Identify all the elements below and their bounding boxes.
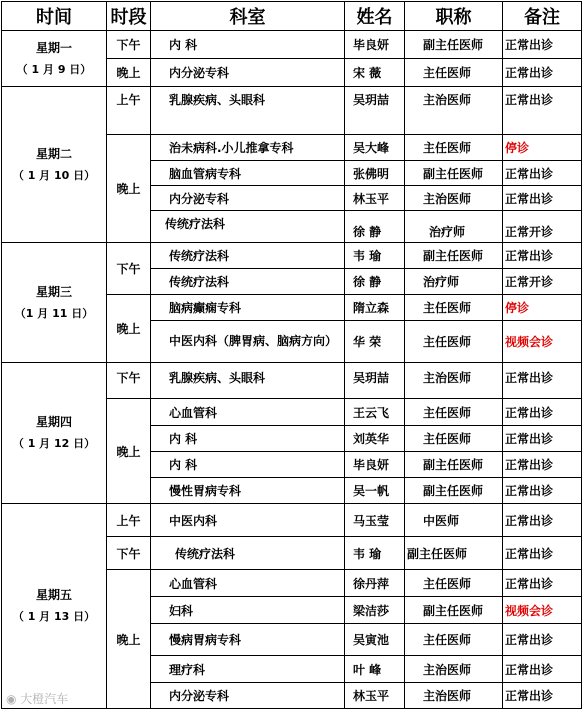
note-cell: 停诊 xyxy=(503,295,582,321)
name-cell: 林玉平 xyxy=(345,186,405,211)
note-cell: 停诊 xyxy=(503,135,582,161)
clinic-schedule-table xyxy=(1,1,582,709)
name-cell: 林玉平 xyxy=(345,683,405,709)
table-row xyxy=(2,504,582,537)
day-label: 星期三 xyxy=(35,284,72,299)
note-cell: 正常出诊 xyxy=(503,452,582,478)
dept-cell: 传统疗法科 xyxy=(151,211,345,243)
dept-cell: 理疗科 xyxy=(151,656,345,683)
watermark-icon: ◉ xyxy=(6,692,21,706)
dept-cell: 传统疗法科 xyxy=(151,269,345,295)
note-cell: 正常出诊 xyxy=(503,161,582,186)
name-cell: 吴玥喆 xyxy=(345,363,405,399)
name-cell: 徐 静 xyxy=(345,211,405,243)
title-cell: 副主任医师 xyxy=(405,161,503,186)
name-cell: 毕良妍 xyxy=(345,31,405,59)
dept-cell: 治未病科.小儿推拿专科 xyxy=(151,135,345,161)
note-cell: 正常出诊 xyxy=(503,570,582,597)
note-cell: 正常出诊 xyxy=(503,426,582,452)
day-label: 星期一 xyxy=(35,40,72,55)
title-cell: 主治医师 xyxy=(405,683,503,709)
name-cell: 梁洁莎 xyxy=(345,597,405,624)
title-cell: 中医师 xyxy=(405,504,503,537)
day-cell-tuesday xyxy=(2,87,107,243)
note-cell: 正常开诊 xyxy=(503,269,582,295)
name-cell: 叶 峰 xyxy=(345,656,405,683)
header-note: 备注 xyxy=(503,2,582,31)
title-cell: 主任医师 xyxy=(405,624,503,656)
note-cell: 正常出诊 xyxy=(503,504,582,537)
header-title: 职称 xyxy=(405,2,503,31)
segment-cell: 下午 xyxy=(107,31,151,59)
note-cell: 正常出诊 xyxy=(503,186,582,211)
dept-cell: 脑血管病专科 xyxy=(151,161,345,186)
dept-cell: 内 科 xyxy=(151,426,345,452)
date-label: （ 1 月 10 日） xyxy=(12,168,96,182)
title-cell: 主治医师 xyxy=(405,656,503,683)
table-row xyxy=(2,363,582,399)
note-cell: 视频会诊 xyxy=(503,597,582,624)
dept-cell: 慢性胃病专科 xyxy=(151,478,345,504)
note-cell: 正常出诊 xyxy=(503,624,582,656)
title-cell: 主治医师 xyxy=(405,186,503,211)
dept-cell: 内分泌专科 xyxy=(151,186,345,211)
segment-cell: 上午 xyxy=(107,504,151,537)
title-cell: 副主任医师 xyxy=(405,597,503,624)
title-cell: 治疗师 xyxy=(405,269,503,295)
day-cell-wednesday xyxy=(2,243,107,363)
name-cell: 刘英华 xyxy=(345,426,405,452)
title-cell: 副主任医师 xyxy=(405,31,503,59)
note-cell: 正常出诊 xyxy=(503,478,582,504)
day-cell-thursday xyxy=(2,363,107,504)
dept-cell: 乳腺疾病、头眼科 xyxy=(151,87,345,135)
name-cell: 隋立森 xyxy=(345,295,405,321)
title-cell: 主任医师 xyxy=(405,59,503,87)
note-cell: 正常出诊 xyxy=(503,243,582,269)
name-cell: 毕良妍 xyxy=(345,452,405,478)
dept-cell: 妇科 xyxy=(151,597,345,624)
note-cell: 正常出诊 xyxy=(503,87,582,135)
name-cell: 韦 瑜 xyxy=(345,243,405,269)
note-cell: 正常出诊 xyxy=(503,656,582,683)
name-cell: 徐 静 xyxy=(345,269,405,295)
header-segment: 时段 xyxy=(107,2,151,31)
segment-cell: 晚上 xyxy=(107,135,151,243)
note-cell: 正常出诊 xyxy=(503,59,582,87)
segment-cell: 下午 xyxy=(107,243,151,295)
note-cell: 视频会诊 xyxy=(503,321,582,363)
segment-cell: 上午 xyxy=(107,87,151,135)
name-cell: 吴寅池 xyxy=(345,624,405,656)
note-cell: 正常出诊 xyxy=(503,363,582,399)
date-label: （ 1 月 13 日） xyxy=(12,610,96,623)
dept-cell: 脑病癫痫专科 xyxy=(151,295,345,321)
header-row xyxy=(2,2,582,31)
dept-cell: 中医内科 xyxy=(151,504,345,537)
note-cell: 正常出诊 xyxy=(503,683,582,709)
segment-cell: 晚上 xyxy=(107,295,151,363)
name-cell: 吴一帆 xyxy=(345,478,405,504)
note-cell: 正常出诊 xyxy=(503,399,582,426)
title-cell: 副主任医师 xyxy=(405,452,503,478)
day-label: 星期四 xyxy=(35,415,72,429)
table-row xyxy=(2,87,582,135)
dept-cell: 传统疗法科 xyxy=(151,243,345,269)
dept-cell: 内 科 xyxy=(151,31,345,59)
segment-cell: 下午 xyxy=(107,363,151,399)
segment-cell: 晚上 xyxy=(107,570,151,709)
title-cell: 主任医师 xyxy=(405,570,503,597)
title-cell: 副主任医师 xyxy=(405,537,503,570)
dept-cell: 心血管科 xyxy=(151,570,345,597)
day-label: 星期五 xyxy=(35,588,72,602)
dept-cell: 心血管科 xyxy=(151,399,345,426)
title-cell: 主治医师 xyxy=(405,363,503,399)
watermark-text: 大橙汽车 xyxy=(20,692,69,706)
segment-cell: 晚上 xyxy=(107,399,151,504)
segment-cell: 晚上 xyxy=(107,59,151,87)
name-cell: 张佛明 xyxy=(345,161,405,186)
name-cell: 吴玥喆 xyxy=(345,87,405,135)
name-cell: 吴大峰 xyxy=(345,135,405,161)
day-cell-friday xyxy=(2,504,107,709)
name-cell: 华 荣 xyxy=(345,321,405,363)
name-cell: 王云飞 xyxy=(345,399,405,426)
date-label: （ 1 月 9 日） xyxy=(16,62,92,76)
name-cell: 韦 瑜 xyxy=(345,537,405,570)
dept-cell: 中医内科（脾胃病、脑病方向） xyxy=(151,321,345,363)
header-department: 科室 xyxy=(151,2,345,31)
dept-cell: 传统疗法科 xyxy=(151,537,345,570)
note-cell: 正常出诊 xyxy=(503,537,582,570)
dept-cell: 内分泌专科 xyxy=(151,683,345,709)
dept-cell: 内 科 xyxy=(151,452,345,478)
title-cell: 治疗师 xyxy=(405,211,503,243)
name-cell: 马玉莹 xyxy=(345,504,405,537)
title-cell: 副主任医师 xyxy=(405,478,503,504)
header-time: 时间 xyxy=(2,2,107,31)
segment-cell: 下午 xyxy=(107,537,151,570)
date-label: （ 1 月 12 日） xyxy=(12,437,96,450)
title-cell: 主任医师 xyxy=(405,295,503,321)
watermark xyxy=(6,690,68,707)
day-label: 星期二 xyxy=(35,146,72,161)
header-name: 姓名 xyxy=(345,2,405,31)
note-cell: 正常出诊 xyxy=(503,31,582,59)
dept-cell: 内分泌专科 xyxy=(151,59,345,87)
date-label: （1 月 11 日） xyxy=(14,306,94,320)
title-cell: 主治医师 xyxy=(405,87,503,135)
note-cell: 正常开诊 xyxy=(503,211,582,243)
title-cell: 主任医师 xyxy=(405,135,503,161)
table-row xyxy=(2,243,582,269)
dept-cell: 慢病胃病专科 xyxy=(151,624,345,656)
table-row xyxy=(2,31,582,59)
dept-cell: 乳腺疾病、头眼科 xyxy=(151,363,345,399)
title-cell: 主任医师 xyxy=(405,426,503,452)
title-cell: 主任医师 xyxy=(405,399,503,426)
name-cell: 徐丹萍 xyxy=(345,570,405,597)
name-cell: 宋 薇 xyxy=(345,59,405,87)
title-cell: 主任医师 xyxy=(405,321,503,363)
day-cell-monday xyxy=(2,31,107,87)
title-cell: 副主任医师 xyxy=(405,243,503,269)
